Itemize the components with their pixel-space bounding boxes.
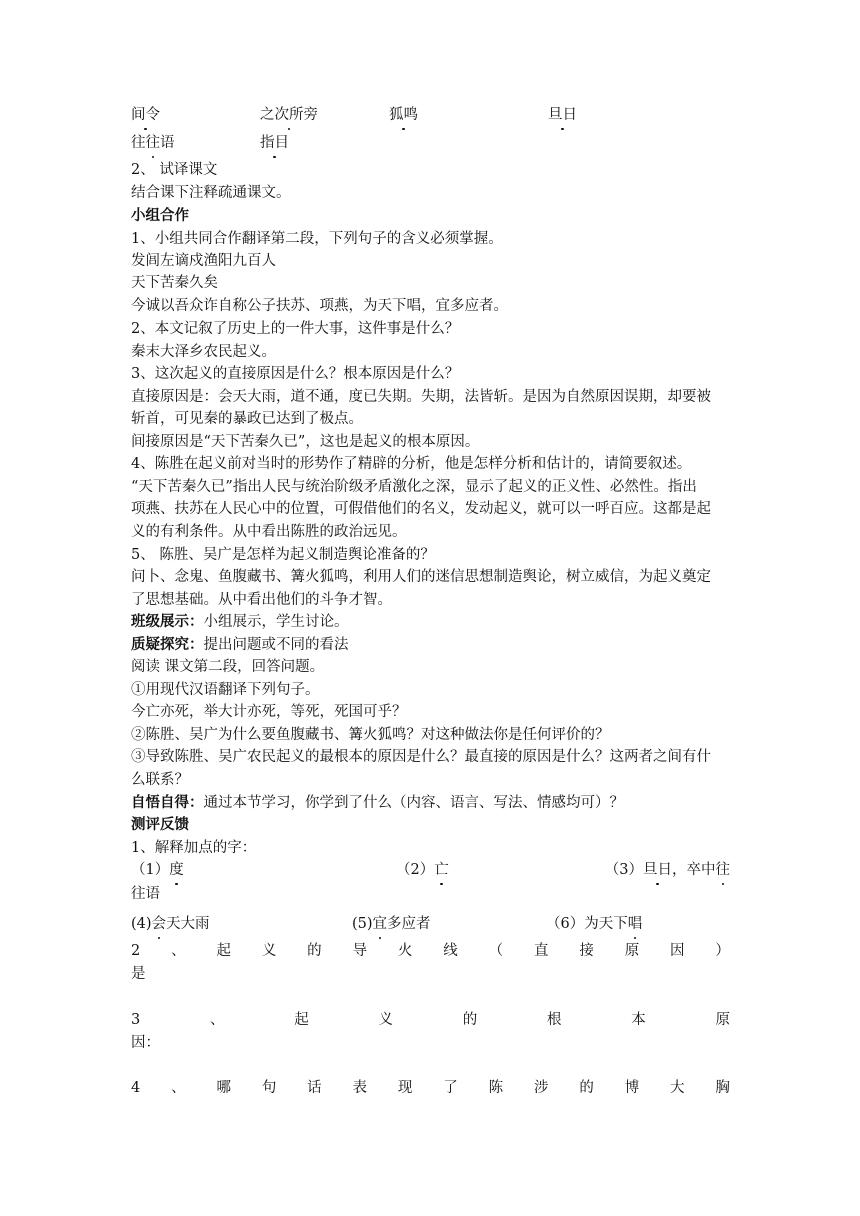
char: 的 <box>579 1080 594 1096</box>
vocab-item <box>260 105 318 125</box>
char: 哪 <box>216 1080 231 1096</box>
question-2-line <box>131 941 730 961</box>
dotted-char: 会 <box>151 916 167 932</box>
dotted-char: 唱 <box>627 916 643 932</box>
q1-item <box>131 914 210 934</box>
char: 直 <box>533 943 549 959</box>
section-heading: 测评反馈 <box>131 816 189 833</box>
text-line: 5、 陈胜、吴广是怎样为起义制造舆论准备的？ <box>131 547 435 563</box>
vocab-item <box>260 133 289 153</box>
char: 2 <box>131 943 141 959</box>
dotted-char: 度 <box>169 862 184 878</box>
char: 根 <box>546 1012 562 1028</box>
char: 导 <box>352 943 368 959</box>
q1-item <box>131 860 184 880</box>
text-line: 1、解释加点的字： <box>131 840 257 856</box>
text-line <box>131 635 349 655</box>
char: 义 <box>261 943 277 959</box>
question-4-line <box>131 1078 730 1098</box>
text-line: 4、陈胜在起义前对当时的形势作了精辟的分析，他是怎样分析和估计的，请简要叙述。 <box>131 456 692 472</box>
text-line: 发闾左谪戍渔阳九百人 <box>131 253 276 269</box>
item-number: （1） <box>131 862 170 878</box>
char: 线 <box>443 943 458 959</box>
text-span: 天大雨 <box>166 916 210 932</box>
char: 大 <box>670 1080 685 1096</box>
text-line: 1、小组共同合作翻译第二段，下列句子的含义必须掌握。 <box>131 231 503 247</box>
text-line: ②陈胜、吴广为什么要鱼腹藏书、篝火狐鸣？对这种做法你是任何评价的？ <box>131 727 610 743</box>
char: 话 <box>307 1080 322 1096</box>
dotted-char: 之次所旁 <box>260 107 318 123</box>
text-line: 今诚以吾众诈自称公子扶苏、项燕，为天下唱，宜多应者。 <box>131 298 508 314</box>
char: 博 <box>624 1080 640 1096</box>
char: ） <box>715 943 730 959</box>
char: 陈 <box>488 1080 504 1096</box>
vocab-item <box>389 105 418 125</box>
text-span: ，卒中 <box>672 862 716 878</box>
char: 4 <box>131 1080 141 1096</box>
text-line: 义的有利条件。从中看出陈胜的政治远见。 <box>131 524 407 540</box>
char: 、 <box>209 1012 225 1028</box>
char: 接 <box>579 943 594 959</box>
text-line: “天下苦秦久已”指出人民与统治阶级矛盾激化之深，显示了起义的正义性、必然性。指出 <box>131 479 697 495</box>
char: 义 <box>378 1012 393 1028</box>
text-line: ③导致陈胜、吴广农民起义的最根本的原因是什么？最直接的原因是什么？这两者之间有什 <box>131 749 711 765</box>
char: 、 <box>171 943 186 959</box>
text-line: 么联系？ <box>131 772 189 788</box>
char: 的 <box>307 943 322 959</box>
text-line: 3、这次起义的直接原因是什么？根本原因是什么？ <box>131 366 460 382</box>
char: 表 <box>352 1080 368 1096</box>
text-line: 间接原因是“天下苦秦久已”，这也是起义的根本原因。 <box>131 434 480 450</box>
text-line: 问卜、念鬼、鱼腹藏书、篝火狐鸣，利用人们的迷信思想制造舆论，树立威信，为起义奠定 <box>131 569 711 585</box>
vocab-item <box>548 105 577 125</box>
text-line: 了思想基础。从中看出他们的斗争才智。 <box>131 592 392 608</box>
text-span: 多应者 <box>387 916 431 932</box>
item-number: (5) <box>352 916 373 932</box>
q1-item <box>396 860 449 880</box>
dotted-char: 间令 <box>131 107 160 123</box>
text-line: 天下苦秦久矣 <box>131 275 218 291</box>
text-line: 斩首，可见秦的暴政已达到了极点。 <box>131 411 363 427</box>
text-line: 项燕、扶苏在人民心中的位置，可假借他们的名义，发动起义，就可以一呼百应。这都是起 <box>131 501 711 517</box>
char: 起 <box>216 943 231 959</box>
section-heading: 班级展示： <box>131 613 204 630</box>
text-line: 是 <box>131 966 146 982</box>
text-line: 2、本文记叙了历史上的一件大事，这件事是什么？ <box>131 321 460 337</box>
char: 火 <box>397 943 413 959</box>
char: 现 <box>397 1080 413 1096</box>
vocab-item <box>131 105 160 125</box>
text-line <box>131 612 349 632</box>
q1-item <box>605 860 730 880</box>
dotted-char: 往往语 <box>131 135 175 151</box>
question-3-line <box>131 1010 730 1030</box>
text-span: 通过本节学习，你学到了什么（内容、语言、写法、情感均可）？ <box>203 795 624 811</box>
section-heading: 质疑探究： <box>131 636 204 653</box>
char: 涉 <box>533 1080 549 1096</box>
char: 起 <box>294 1012 309 1028</box>
dotted-char: 往 <box>715 862 730 878</box>
char: 句 <box>261 1080 277 1096</box>
text-line: 秦末大泽乡农民起义。 <box>131 344 276 360</box>
dotted-char: 宜 <box>372 916 388 932</box>
char: （ <box>488 943 504 959</box>
text-line: 因： <box>131 1035 160 1051</box>
item-number: （6）为天下 <box>546 916 628 932</box>
char: 原 <box>624 943 640 959</box>
item-number: （3） <box>604 862 643 878</box>
dotted-char: 指目 <box>260 135 289 151</box>
dotted-char: 狐鸣 <box>389 107 418 123</box>
q1-item <box>352 914 431 934</box>
dotted-char: 旦日 <box>643 862 672 878</box>
text-line: 阅读 课文第二段，回答问题。 <box>131 659 325 675</box>
char: 因 <box>670 943 685 959</box>
char: 胸 <box>715 1080 730 1096</box>
text-line: ①用现代汉语翻译下列句子。 <box>131 682 320 698</box>
char: 了 <box>443 1080 458 1096</box>
text-line: 2、 试译课文 <box>131 162 218 178</box>
text-line: 结合课下注释疏通课文。 <box>131 185 291 201</box>
text-span: 提出问题或不同的看法 <box>203 637 349 653</box>
dotted-char: 亡 <box>434 862 449 878</box>
text-span: 小组展示，学生讨论。 <box>203 614 349 630</box>
text-line: 直接原因是：会天大雨，道不通，度已失期。失期，法皆斩。是因为自然原因误期，却要被 <box>131 389 711 405</box>
char: 原 <box>715 1012 730 1028</box>
char: 3 <box>131 1012 141 1028</box>
dotted-char: 旦日 <box>548 107 577 123</box>
vocab-item <box>131 133 175 153</box>
char: 本 <box>631 1012 646 1028</box>
item-number: (4) <box>131 916 152 932</box>
char: 的 <box>462 1012 478 1028</box>
char: 、 <box>171 1080 186 1096</box>
text-line <box>131 793 624 813</box>
text-line: 今亡亦死，举大计亦死，等死，死国可乎？ <box>131 704 407 720</box>
text-line: 往语 <box>131 886 160 902</box>
section-heading: 小组合作 <box>131 207 189 224</box>
item-number: （2） <box>396 862 435 878</box>
section-heading: 自悟自得： <box>131 794 204 811</box>
q1-item <box>546 914 642 934</box>
